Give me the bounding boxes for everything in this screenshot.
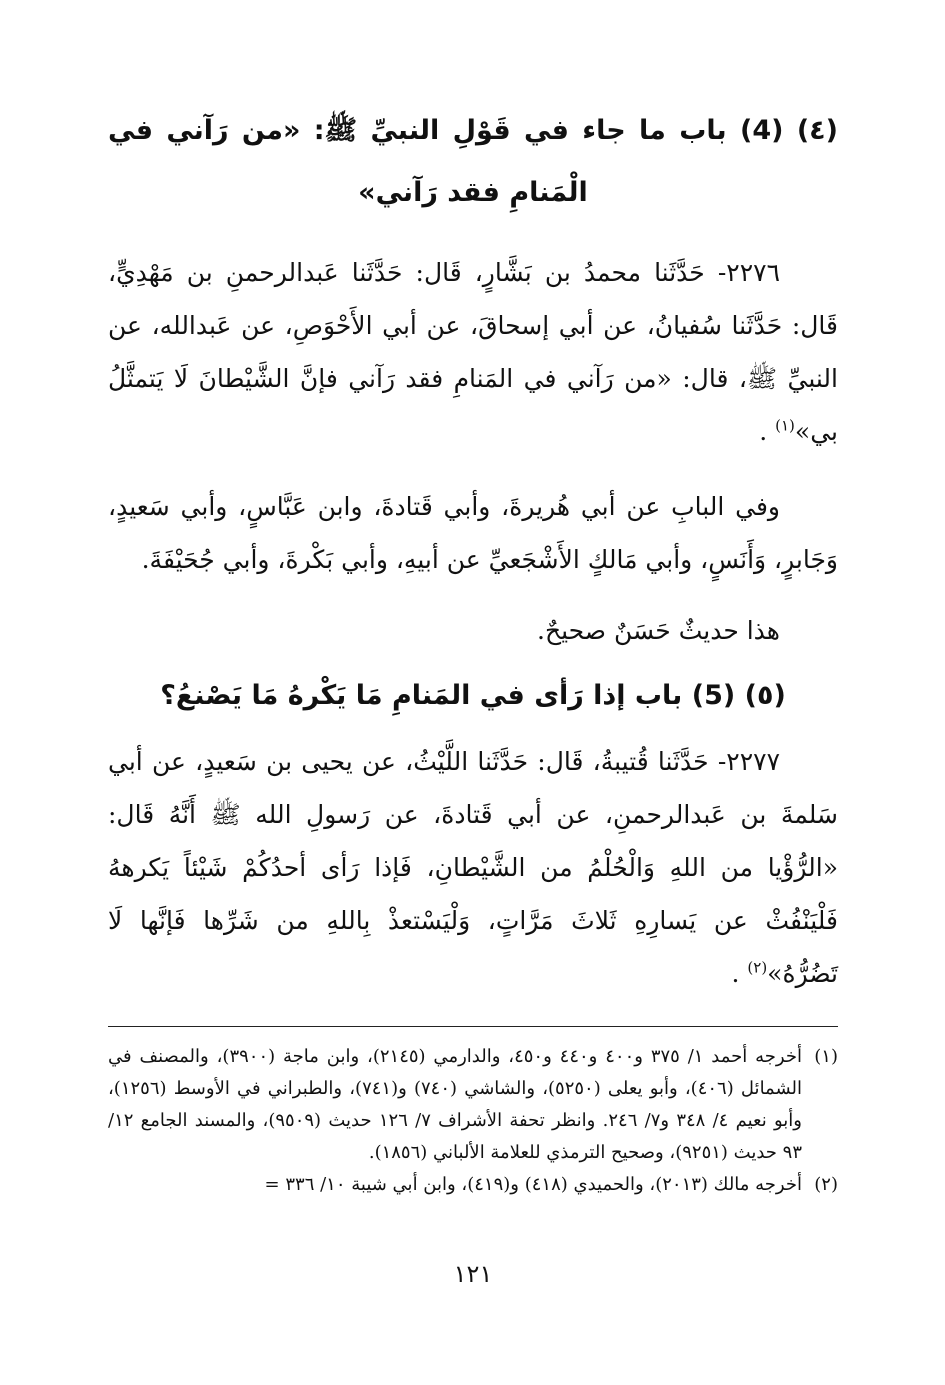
spacer [108,224,838,246]
grading-statement: هذا حديثٌ حَسَنٌ صحيحٌ. [537,616,780,645]
hadith-2276 [108,246,838,458]
footnote-ref-1[interactable]: (١) [775,416,795,435]
chapter-5-heading: (٥) (5) باب إذا رَأى في المَنامِ مَا يَكْرهُ مَا يَصْنعُ؟ [160,680,786,711]
spacer [108,458,838,480]
hadith-2276-text: ٢٢٧٦- حَدَّثَنا محمدُ بن بَشَّارٍ، قَال: حَدَّثَنا عَبدالرحمنِ بن مَهْدِيٍّ، قَال: حَدَّثَنا سُفيانُ، عن أبي إسحاقَ، عن أبي الأَحْوَصِ، عن عَبدالله، عن النبيِّ ﷺ، قال: «من رَآني في المَنامِ فقد رَآني فإنَّ الشَّيْطانَ لَا يَتمثَّلُ بي» [108,258,838,446]
spacer [108,727,838,735]
spacer [108,586,838,604]
spacer [108,657,838,665]
footnote-2 [108,1169,838,1201]
footnote-2-number: (٢) [814,1174,838,1195]
hadith-2276-end: . [759,417,768,446]
hadith-2277-end: . [731,959,740,988]
chapter-4-heading: (٤) (4) باب ما جاء في قَوْلِ النبيِّ ﷺ: «من رَآني في الْمَنامِ فقد رَآني» [108,115,838,208]
footnote-1-number: (١) [814,1046,838,1067]
footnote-ref-2[interactable]: (٢) [747,958,768,977]
page-number: ١٢١ [453,1260,493,1288]
footnote-2-text: أخرجه مالك (٢٠١٣)، والحميدي (٤١٨) و(٤١٩)، وابن أبي شيبة ١٠/ ٣٣٦ = [264,1174,802,1195]
hadith-2277 [108,735,838,1000]
bab-note: وفي البابِ عن أبي هُريرةَ، وأبي قَتادةَ، وابن عَبَّاسٍ، وأبي سَعيدٍ، وَجَابرٍ، وَأَنَسٍ، وأبي مَالكٍ الأَشْجَعيِّ عن أبيهِ، وأبي بَكْرةَ، وأبي جُحَيْفَةَ. [108,492,838,574]
footnote-1 [108,1041,838,1169]
footnotes-section [108,1041,838,1201]
footnote-1-text: أخرجه أحمد ١/ ٣٧٥ و٤٠٠ و٤٤٠ و٤٥٠، والدارمي (٢١٤٥)، وابن ماجة (٣٩٠٠)، والمصنف في الشمائل (٤٠٦)، وأبو يعلى (٥٢٥٠)، والشاشي (٧٤٠) و(٧٤١)، والطبراني في الأوسط (١٢٥٦)، وأبو نعيم ٤/ ٣٤٨ و٧/ ٢٤٦. وانظر تحفة الأشراف ٧/ ١٢٦ حديث (٩٥٠٩)، والمسند الجامع ١٢/ ٩٣ حديث (٩٢٥١)، وصحيح الترمذي للعلامة الألباني (١٨٥٦). [108,1046,802,1163]
footnote-divider [108,1026,838,1027]
hadith-2277-text: ٢٢٧٧- حَدَّثَنا قُتيبةُ، قَال: حَدَّثَنا اللَّيْثُ، عن يحيى بن سَعيدٍ، عن أبي سَلمةَ بن عَبدالرحمنِ، عن أبي قَتادةَ، عن رَسولِ الله ﷺ أَنَّهُ قَال: «الرُّؤْيا من اللهِ وَالْحُلْمُ من الشَّيْطانِ، فَإذا رَأى أحدُكُمْ شَيْئاً يَكرههُ فَلْيَنْفُثْ عن يَسارِهِ ثَلاثَ مَرَّاتٍ، وَلْيَسْتعذْ بِاللهِ من شَرِّها فَإنَّها لَا تَضُرُّهُ» [108,747,838,988]
book-page [108,100,838,1320]
